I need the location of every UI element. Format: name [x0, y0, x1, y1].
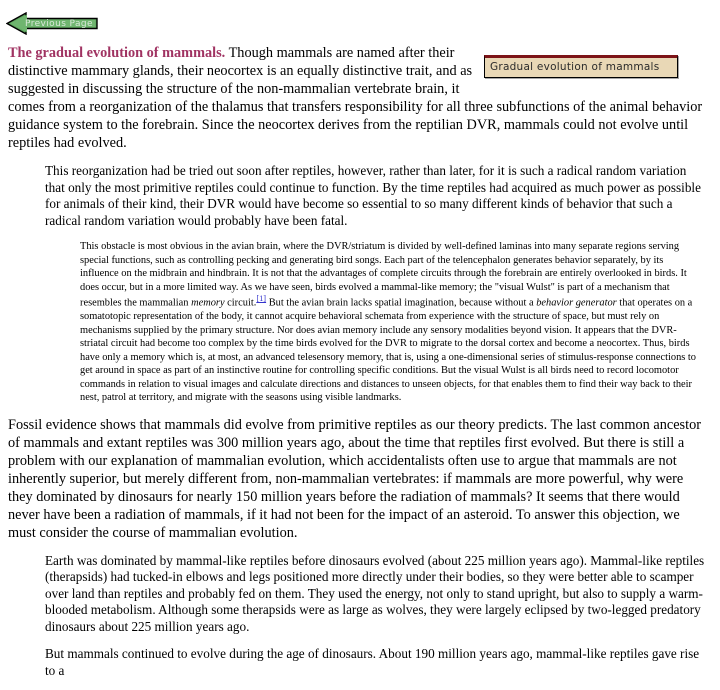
top-navigation-bar [0, 0, 720, 44]
paragraph-fossil-evidence [8, 416, 708, 542]
footnote-link-1[interactable]: [1] [256, 294, 267, 304]
paragraph-but-mammals [45, 646, 706, 679]
previous-page-button[interactable] [6, 12, 98, 35]
paragraph-reorganization-text: This reorganization had be tried out soon after reptiles, however, rather than later, for it is such a radical random variation that only the most primitive reptiles could continue to function. By the time reptiles had acquired as much power as possible for animals of their kind, their DVR would have become so essential to so many different kinds of behavior that such a radical random variation would probably have been fatal. [45, 163, 701, 228]
paragraph-intro [8, 44, 708, 152]
paragraph-reorganization [45, 163, 706, 229]
italic-behavior-generator: behavior generator [536, 297, 617, 309]
previous-page-label: Previous Page [25, 19, 93, 29]
avian-text-mid-2: But the avian brain lacks spatial imagination, because without a [266, 297, 537, 309]
gradual-evolution-callout[interactable]: Gradual evolution of mammals [484, 55, 678, 78]
left-arrow-icon [6, 12, 98, 35]
avian-text-after: that operates on a somatotopic representation of the body, it cannot acquire behavioral schemata from experience with the structure of space, but must rely on mechanisms supplied by the primary structure. Nor does avian memory include any sensory modalities beyond vision. It appears that the DVR-striatal circuit had become too complex by the time birds evolved for the DVR to migrate to the dorsal cortex and become a neocortex. Thus, birds have only a memory which is, at most, an advanced telesensory memory, that is, using a one-dimensional series of stimulus-response connections to get around in space as part of an instinctive routine for controlling specific conditions. But the visual Wulst is all birds need to record locomotor commands in relation to visual images and calculate directions and distances to unseen objects, for that enables them to find their way back to their nest, patrol at territory, and migrate with the seasons using visible landmarks. [80, 297, 696, 404]
italic-memory: memory [191, 297, 225, 309]
callout-text-spacer [490, 44, 708, 84]
avian-text-mid-1: circuit. [224, 297, 257, 309]
paragraph-but-mammals-text: But mammals continued to evolve during the age of dinosaurs. About 190 million years ago, mammal-like reptiles gave rise to a [45, 646, 700, 678]
paragraph-earth-dominated-text: Earth was dominated by mammal-like reptiles before dinosaurs evolved (about 225 million years ago). Mammal-like reptiles (therapsids) had tucked-in elbows and legs positioned more directly under their bodies, so they were better able to scamper over land than reptiles and probably fed on them. They used the energy, not only to stand upright, but also to supply a warm-blooded metabolism. Although some therapsids were as large as wolves, they were largely eclipsed by two-legged predatory dinosaurs about 225 million years ago. [45, 552, 705, 634]
paragraph-intro-text: Though mammals are named after their distinctive mammary glands, their neocortex is an equally distinctive trait, and as suggested in discussing the structure of the non-mammalian vertebrate brain, it comes from a reorganization of the thalamus that transfers responsibility for all three subfunctions of the animal behavior guidance system to the forebrain. Since the neocortex derives from the reptilian DVR, mammals could not evolve until reptiles had evolved. [8, 45, 703, 151]
paragraph-avian-brain [80, 240, 698, 405]
paragraph-fossil-evidence-text: Fossil evidence shows that mammals did evolve from primitive reptiles as our theory predicts. The last common ancestor of mammals and extant reptiles was 300 million years ago, about the time that reptiles first evolved. But there is still a problem with our explanation of mammalian evolution, which accidentalists often use to argue that mammals are not inherently superior, but merely different from, non-mammalian vertebrates: if mammals are more powerful, why were they dominated by dinosaurs for nearly 150 million years before the radiation of mammals? It seems that there would never have been a radiation of mammals, if it had not been for the impact of an asteroid. To answer this objection, we must consider the course of mammalian evolution. [8, 416, 701, 541]
paragraph-earth-dominated [45, 553, 706, 636]
document-body [0, 44, 720, 690]
avian-text-before-italic: This obstacle is most obvious in the avian brain, where the DVR/striatum is divided by well-defined laminas into many separate regions serving special functions, such as controlling pecking and generating bird songs. Each part of the telencephalon generates behavior separately, by its influence on the midbrain and hindbrain. It is not that the advantages of complete circuits through the forebrain are entirely overlooked in birds. It does occur, but in a more limited way. As we have seen, birds evolved a mammal-like memory; the "visual Wulst" is part of a mechanism that resembles the mammalian [80, 241, 687, 309]
section-heading: The gradual evolution of mammals. [8, 45, 226, 61]
